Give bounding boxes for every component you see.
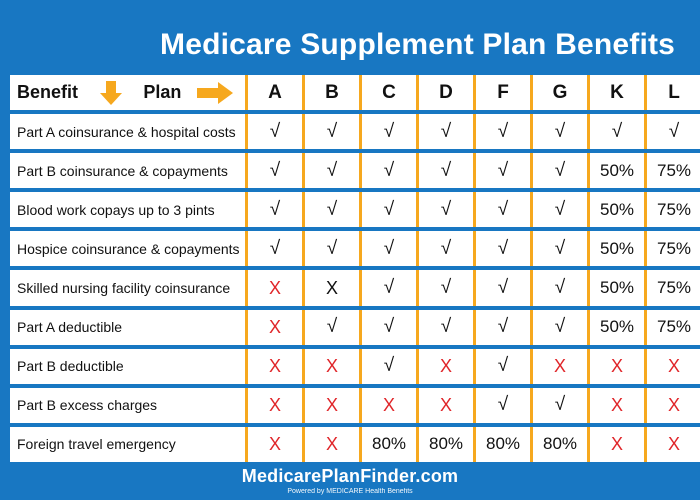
x-icon: X bbox=[325, 277, 338, 298]
check-icon: √ bbox=[554, 159, 566, 181]
plan-value-cell bbox=[647, 310, 700, 345]
plan-value-cell bbox=[590, 231, 647, 266]
benefit-header-label: Benefit bbox=[17, 82, 79, 103]
plan-value-cell bbox=[533, 388, 590, 423]
plan-value-cell bbox=[419, 388, 476, 423]
x-icon: X bbox=[610, 433, 623, 454]
plan-header-l: L bbox=[647, 75, 700, 110]
plan-value-cell bbox=[647, 192, 700, 227]
plan-value-cell bbox=[305, 349, 362, 384]
x-icon: X bbox=[268, 355, 281, 376]
check-icon: √ bbox=[497, 159, 509, 181]
plan-value-cell bbox=[248, 114, 305, 149]
x-icon: X bbox=[610, 394, 623, 415]
plan-value-cell bbox=[533, 192, 590, 227]
x-icon: X bbox=[325, 355, 338, 376]
percent-value: 80% bbox=[428, 434, 464, 454]
percent-value: 75% bbox=[656, 199, 692, 219]
x-icon: X bbox=[268, 316, 281, 337]
plan-header-d: D bbox=[419, 75, 476, 110]
plan-value-cell bbox=[590, 153, 647, 188]
benefits-table bbox=[10, 75, 700, 462]
benefit-label: Part B coinsurance & copayments bbox=[10, 153, 248, 188]
plan-value-cell bbox=[647, 231, 700, 266]
plan-value-cell bbox=[647, 270, 700, 305]
arrow-right-icon bbox=[197, 82, 233, 104]
x-icon: X bbox=[325, 394, 338, 415]
x-icon: X bbox=[325, 433, 338, 454]
plan-value-cell bbox=[305, 388, 362, 423]
check-icon: √ bbox=[497, 355, 509, 377]
check-icon: √ bbox=[497, 237, 509, 259]
plan-value-cell bbox=[362, 114, 419, 149]
plan-value-cell bbox=[248, 231, 305, 266]
plan-value-cell bbox=[305, 270, 362, 305]
plan-value-cell bbox=[248, 192, 305, 227]
plan-value-cell bbox=[362, 231, 419, 266]
plan-value-cell bbox=[305, 427, 362, 462]
check-icon: √ bbox=[497, 316, 509, 338]
plan-value-cell bbox=[476, 270, 533, 305]
check-icon: √ bbox=[269, 237, 281, 259]
plan-value-cell bbox=[533, 349, 590, 384]
x-icon: X bbox=[268, 277, 281, 298]
check-icon: √ bbox=[383, 198, 395, 220]
page-title: Medicare Supplement Plan Benefits bbox=[160, 28, 676, 61]
arrow-down-icon bbox=[100, 81, 122, 105]
plan-value-cell bbox=[590, 114, 647, 149]
check-icon: √ bbox=[440, 120, 452, 142]
plan-header-a: A bbox=[248, 75, 305, 110]
plan-value-cell bbox=[590, 388, 647, 423]
check-icon: √ bbox=[554, 394, 566, 416]
check-icon: √ bbox=[497, 277, 509, 299]
benefit-label: Part A coinsurance & hospital costs bbox=[10, 114, 248, 149]
plan-value-cell bbox=[305, 153, 362, 188]
check-icon: √ bbox=[554, 237, 566, 259]
plan-value-cell bbox=[248, 310, 305, 345]
check-icon: √ bbox=[554, 277, 566, 299]
plan-value-cell bbox=[647, 349, 700, 384]
check-icon: √ bbox=[440, 316, 452, 338]
plan-value-cell bbox=[476, 349, 533, 384]
plan-value-cell bbox=[590, 349, 647, 384]
check-icon: √ bbox=[383, 237, 395, 259]
check-icon: √ bbox=[383, 316, 395, 338]
check-icon: √ bbox=[611, 120, 623, 142]
benefit-label: Foreign travel emergency bbox=[10, 427, 248, 462]
x-icon: X bbox=[382, 394, 395, 415]
plan-value-cell bbox=[647, 427, 700, 462]
plan-value-cell bbox=[362, 192, 419, 227]
check-icon: √ bbox=[383, 159, 395, 181]
plan-header-k: K bbox=[590, 75, 647, 110]
plan-value-cell bbox=[305, 231, 362, 266]
plan-value-cell bbox=[647, 114, 700, 149]
plan-value-cell bbox=[476, 114, 533, 149]
plan-value-cell bbox=[533, 427, 590, 462]
check-icon: √ bbox=[554, 316, 566, 338]
check-icon: √ bbox=[440, 277, 452, 299]
percent-value: 50% bbox=[599, 160, 635, 180]
plan-value-cell bbox=[305, 310, 362, 345]
plan-value-cell bbox=[419, 427, 476, 462]
plan-value-cell bbox=[248, 427, 305, 462]
plan-value-cell bbox=[533, 153, 590, 188]
check-icon: √ bbox=[326, 120, 338, 142]
plan-value-cell bbox=[419, 114, 476, 149]
check-icon: √ bbox=[497, 394, 509, 416]
plan-header-g: G bbox=[533, 75, 590, 110]
check-icon: √ bbox=[269, 159, 281, 181]
plan-value-cell bbox=[362, 270, 419, 305]
plan-value-cell bbox=[362, 310, 419, 345]
plan-value-cell bbox=[647, 388, 700, 423]
plan-value-cell bbox=[419, 231, 476, 266]
plan-value-cell bbox=[533, 270, 590, 305]
x-icon: X bbox=[268, 433, 281, 454]
percent-value: 80% bbox=[371, 434, 407, 454]
percent-value: 50% bbox=[599, 278, 635, 298]
plan-value-cell bbox=[476, 427, 533, 462]
benefit-label: Hospice coinsurance & copayments bbox=[10, 231, 248, 266]
plan-value-cell bbox=[476, 192, 533, 227]
plan-value-cell bbox=[362, 388, 419, 423]
plan-value-cell bbox=[476, 153, 533, 188]
benefit-label: Part B deductible bbox=[10, 349, 248, 384]
check-icon: √ bbox=[497, 198, 509, 220]
check-icon: √ bbox=[497, 120, 509, 142]
benefit-label: Skilled nursing facility coinsurance bbox=[10, 270, 248, 305]
plan-value-cell bbox=[419, 349, 476, 384]
check-icon: √ bbox=[440, 159, 452, 181]
x-icon: X bbox=[667, 355, 680, 376]
plan-value-cell bbox=[476, 310, 533, 345]
benefit-label: Blood work copays up to 3 pints bbox=[10, 192, 248, 227]
check-icon: √ bbox=[269, 120, 281, 142]
x-icon: X bbox=[667, 394, 680, 415]
x-icon: X bbox=[439, 394, 452, 415]
percent-value: 80% bbox=[542, 434, 578, 454]
x-icon: X bbox=[667, 433, 680, 454]
plan-value-cell bbox=[419, 310, 476, 345]
check-icon: √ bbox=[326, 198, 338, 220]
check-icon: √ bbox=[326, 159, 338, 181]
plan-value-cell bbox=[305, 114, 362, 149]
x-icon: X bbox=[439, 355, 452, 376]
check-icon: √ bbox=[668, 120, 680, 142]
check-icon: √ bbox=[326, 237, 338, 259]
x-icon: X bbox=[553, 355, 566, 376]
plan-value-cell bbox=[362, 349, 419, 384]
check-icon: √ bbox=[383, 120, 395, 142]
benefit-label: Part B excess charges bbox=[10, 388, 248, 423]
percent-value: 50% bbox=[599, 199, 635, 219]
check-icon: √ bbox=[383, 277, 395, 299]
plan-value-cell bbox=[476, 388, 533, 423]
plan-value-cell bbox=[647, 153, 700, 188]
plan-value-cell bbox=[419, 153, 476, 188]
x-icon: X bbox=[610, 355, 623, 376]
percent-value: 80% bbox=[485, 434, 521, 454]
header-benefit-cell bbox=[10, 75, 248, 110]
plan-value-cell bbox=[248, 349, 305, 384]
plan-value-cell bbox=[362, 153, 419, 188]
check-icon: √ bbox=[440, 237, 452, 259]
percent-value: 75% bbox=[656, 238, 692, 258]
brand-tagline: Powered by MEDICARE Health Benefits bbox=[287, 488, 413, 495]
plan-header-f: F bbox=[476, 75, 533, 110]
plan-value-cell bbox=[419, 270, 476, 305]
check-icon: √ bbox=[383, 355, 395, 377]
percent-value: 50% bbox=[599, 317, 635, 337]
plan-value-cell bbox=[590, 192, 647, 227]
footer bbox=[0, 462, 700, 500]
plan-header-b: B bbox=[305, 75, 362, 110]
plan-value-cell bbox=[248, 388, 305, 423]
plan-value-cell bbox=[590, 310, 647, 345]
plan-value-cell bbox=[362, 427, 419, 462]
check-icon: √ bbox=[326, 316, 338, 338]
plan-value-cell bbox=[305, 192, 362, 227]
check-icon: √ bbox=[554, 198, 566, 220]
percent-value: 75% bbox=[656, 278, 692, 298]
check-icon: √ bbox=[269, 198, 281, 220]
percent-value: 75% bbox=[656, 317, 692, 337]
check-icon: √ bbox=[440, 198, 452, 220]
brand-logo-text: MedicarePlanFinder.com bbox=[241, 466, 459, 486]
percent-value: 75% bbox=[656, 160, 692, 180]
check-icon: √ bbox=[554, 120, 566, 142]
percent-value: 50% bbox=[599, 238, 635, 258]
x-icon: X bbox=[268, 394, 281, 415]
plan-value-cell bbox=[533, 310, 590, 345]
plan-value-cell bbox=[248, 270, 305, 305]
plan-value-cell bbox=[533, 231, 590, 266]
plan-value-cell bbox=[476, 231, 533, 266]
plan-value-cell bbox=[419, 192, 476, 227]
plan-header-c: C bbox=[362, 75, 419, 110]
plan-value-cell bbox=[590, 270, 647, 305]
plan-value-cell bbox=[248, 153, 305, 188]
plan-header-label: Plan bbox=[143, 82, 182, 103]
plan-value-cell bbox=[533, 114, 590, 149]
benefit-label: Part A deductible bbox=[10, 310, 248, 345]
plan-value-cell bbox=[590, 427, 647, 462]
